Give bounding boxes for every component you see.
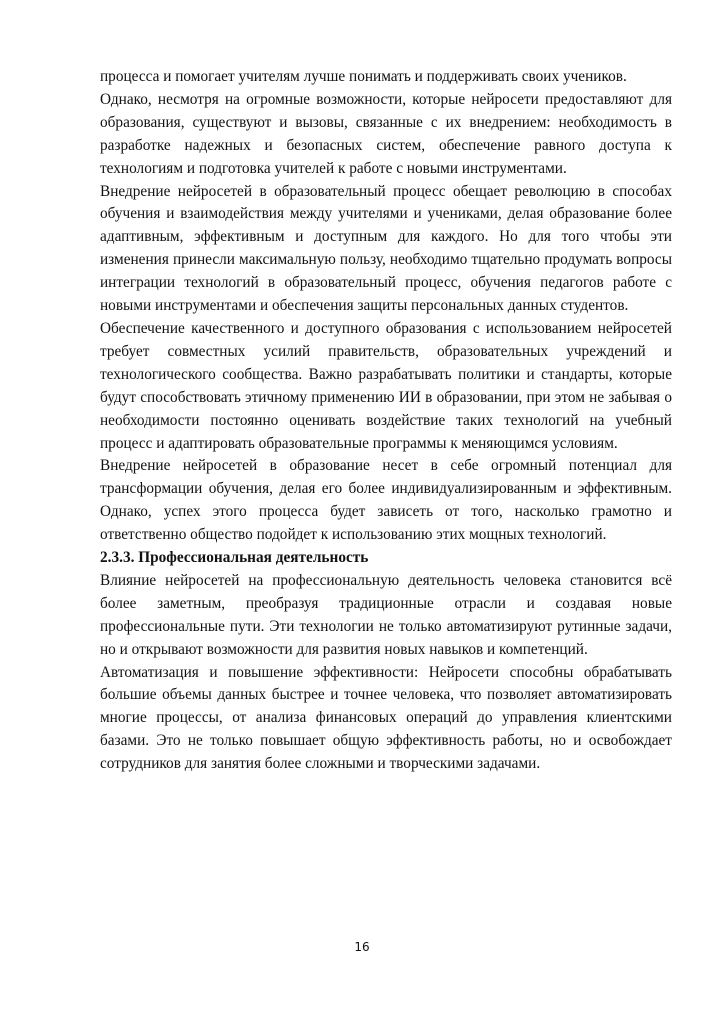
page-number: 16 bbox=[354, 940, 370, 954]
section-paragraph-2: Автоматизация и повышение эффективности: Нейросети способны обрабатывать большие объемы данных быстрее и точнее человека, что позволяет автоматизировать многие процессы, от анализа финансовых операций до управления клиентскими базами. Это не только повышает общую эффективность работы, но и освобождает сотрудников для занятия более сложными и творческими задачами. bbox=[100, 663, 672, 773]
paragraph-3: Внедрение нейросетей в образовательный процесс обещает революцию в способах обучения и взаимодействия между учителями и учениками, делая образование более адаптивным, эффективным и доступным для каждого. Но для того чтобы эти изменения принесли максимальную пользу, необходимо тщательно продумать вопросы интеграции технологий в образовательный процесс, обучения педагогов работе с новыми инструментами и обеспечения защиты персональных данных студентов. bbox=[100, 182, 672, 315]
paragraph-1: процесса и помогает учителям лучше понимать и поддерживать своих учеников. bbox=[100, 68, 627, 85]
paragraph-4: Обеспечение качественного и доступного образования с использованием нейросетей требует совместных усилий правительств, образовательных учреждений и технологического сообщества. Важно разрабатывать политики и стандарты, которые будут способствовать этичному применению ИИ в образовании, при этом не забывая о необходимости постоянно оценивать воздействие таких технологий на учебный процесс и адаптировать образовательные программы к меняющимся условиям. bbox=[100, 319, 672, 452]
section-paragraph-1: Влияние нейросетей на профессиональную деятельность человека становится всё более заметным, преобразуя традиционные отрасли и создавая новые профессиональные пути. Эти технологии не только автоматизируют рутинные задачи, но и открывают возможности для развития новых навыков и компетенций. bbox=[100, 571, 672, 658]
paragraph-5: Внедрение нейросетей в образование несет в себе огромный потенциал для трансформации обучения, делая его более индивидуализированным и эффективным. Однако, успех этого процесса будет зависеть от того, насколько грамотно и ответственно общество подойдет к использованию этих мощных технологий. bbox=[100, 457, 672, 544]
section-heading: 2.3.3. Профессиональная деятельность bbox=[100, 549, 369, 567]
document-page bbox=[100, 66, 672, 776]
paragraph-2: Однако, несмотря на огромные возможности, которые нейросети предоставляют для образования, существуют и вызовы, связанные с их внедрением: необходимость в разработке надежных и безопасных систем, обеспечение равного доступа к технологиям и подготовка учителей к работе с новыми инструментами. bbox=[100, 90, 672, 177]
